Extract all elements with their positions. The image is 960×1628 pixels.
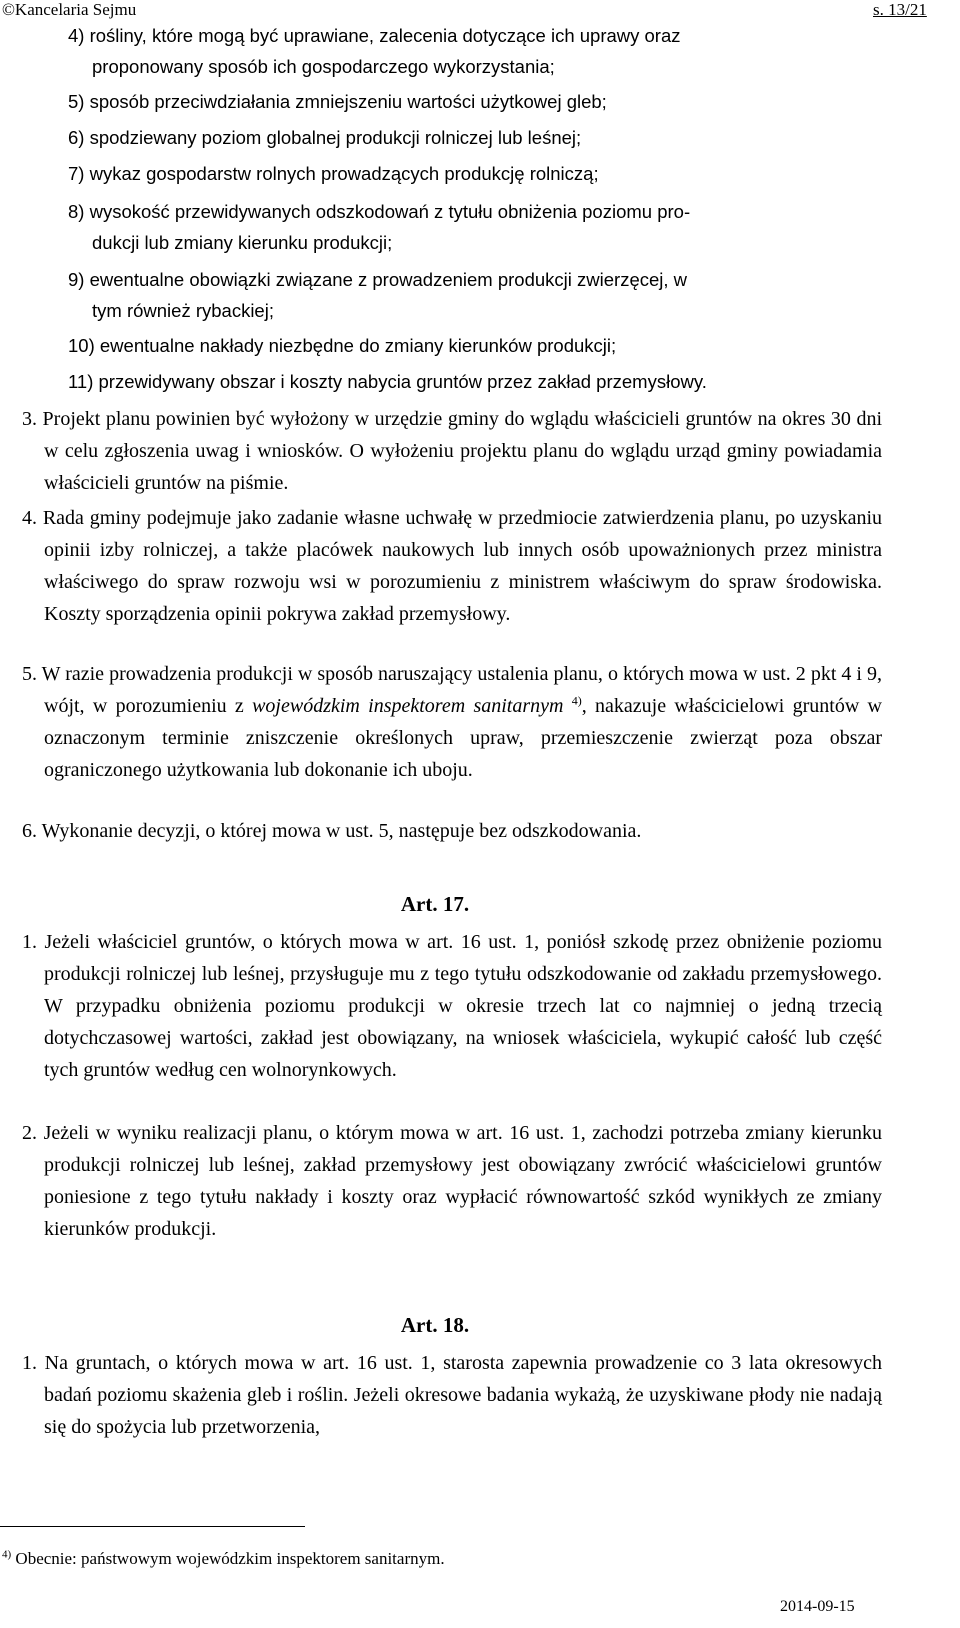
footnote-mark: 4) [2,1548,12,1561]
list-item: 5) sposób przeciwdziałania zmniejszeniu wartości użytkowej gleb; [68,91,607,112]
paragraph-art18-ust1: 1. Na gruntach, o których mowa w art. 16 ust. 1, starosta zapewnia prowadzenie co 3 lata okresowych badań poziomu skażenia gleb i roślin. Jeżeli okresowe badania wykażą, że uzyskiwane płody nie nadają się do spożycia lub przetworzenia, [22,1352,882,1438]
list-item: 11) przewidywany obszar i koszty nabycia gruntów przez zakład przemysłowy. [68,371,707,392]
footnote-ref: 4) [571,693,582,708]
article-heading: Art. 17. [400,892,470,916]
list-item: 4) rośliny, które mogą być uprawiane, zalecenia dotyczące ich uprawy oraz proponowany sposób ich gospodarczego wykorzystania; [68,25,681,77]
list-item: 10) ewentualne nakłady niezbędne do zmiany kierunków produkcji; [68,335,617,356]
paragraph-ust-5: 5. W razie prowadzenia produkcji w sposób naruszający ustalenia planu, o których mowa w ust. 2 pkt 4 i 9, wójt, w porozumieniu z wojewódzkim inspektorem sanitarnym $^{4)}$, nakazuje właścicielowi gruntów w oznaczonym terminie zniszczenie określonych upraw, przemieszczenie zwierząt poza obszar ograniczonego użytkowania lub dokonanie ich uboju. [22,663,882,781]
footnote: $^{4)}$ Obecnie: państwowym wojewódzkim inspektorem sanitarnym. [2,1548,445,1568]
paragraph-ust-3: 3. Projekt planu powinien być wyłożony w urzędzie gminy do wglądu właścicieli gruntów na okres 30 dni w celu zgłoszenia uwag i wniosków. O wyłożeniu projektu planu do wglądu urząd gminy powiadamia właścicieli gruntów na piśmie. [22,408,882,494]
paragraph-ust-6: 6. Wykonanie decyzji, o której mowa w ust. 5, następuje bez odszkodowania. [22,820,642,842]
footnote-divider [0,1526,305,1527]
list-item: 6) spodziewany poziom globalnej produkcji rolniczej lub leśnej; [68,127,582,148]
italic-term: wojewódzkim inspektorem sanitarnym [252,695,564,717]
article-heading: Art. 18. [400,1313,470,1337]
list-item: 9) ewentualne obowiązki związane z prowadzeniem produkcji zwierzęcej, w tym również rybackiej; [68,269,688,321]
page-number: s. 13/21 [873,0,927,19]
publisher-label: ©Kancelaria Sejmu [2,0,137,19]
paragraph-art17-ust2: 2. Jeżeli w wyniku realizacji planu, o którym mowa w art. 16 ust. 1, zachodzi potrzeba zmiany kierunku produkcji rolniczej lub leśnej, zakład przemysłowy jest obowiązany zwrócić właścicielowi gruntów poniesione z tego tytułu nakłady i koszty oraz wypłacić równowartość szkód wynikłych ze zmiany kierunków produkcji. [22,1122,882,1240]
paragraph-ust-4: 4. Rada gminy podejmuje jako zadanie własne uchwałę w przedmiocie zatwierdzenia planu, po uzyskaniu opinii izby rolniczej, a także placówek naukowych lub innych osób upoważnionych przez ministra właściwego do spraw rozwoju wsi w porozumieniu z ministrem właściwym do spraw środowiska. Koszty sporządzenia opinii pokrywa zakład przemysłowy. [22,507,882,625]
list-item: 7) wykaz gospodarstw rolnych prowadzących produkcję rolniczą; [68,163,599,184]
list-item: 8) wysokość przewidywanych odszkodowań z tytułu obniżenia poziomu pro- dukcji lub zmiany kierunku produkcji; [68,201,691,253]
document-date: 2014-09-15 [780,1598,855,1615]
paragraph-art17-ust1: 1. Jeżeli właściciel gruntów, o których mowa w art. 16 ust. 1, poniósł szkodę przez obniżenie poziomu produkcji rolniczej lub leśnej, przysługuje mu z tego tytułu odszkodowanie od zakładu przemysłowego. W przypadku obniżenia poziomu produkcji w okresie trzech lat co najmniej o jedną trzecią dotychczasowej wartości, zakład jest obowiązany, na wniosek właściciela, wykupić całość lub część tych gruntów według cen wolnorynkowych. [22,931,882,1081]
